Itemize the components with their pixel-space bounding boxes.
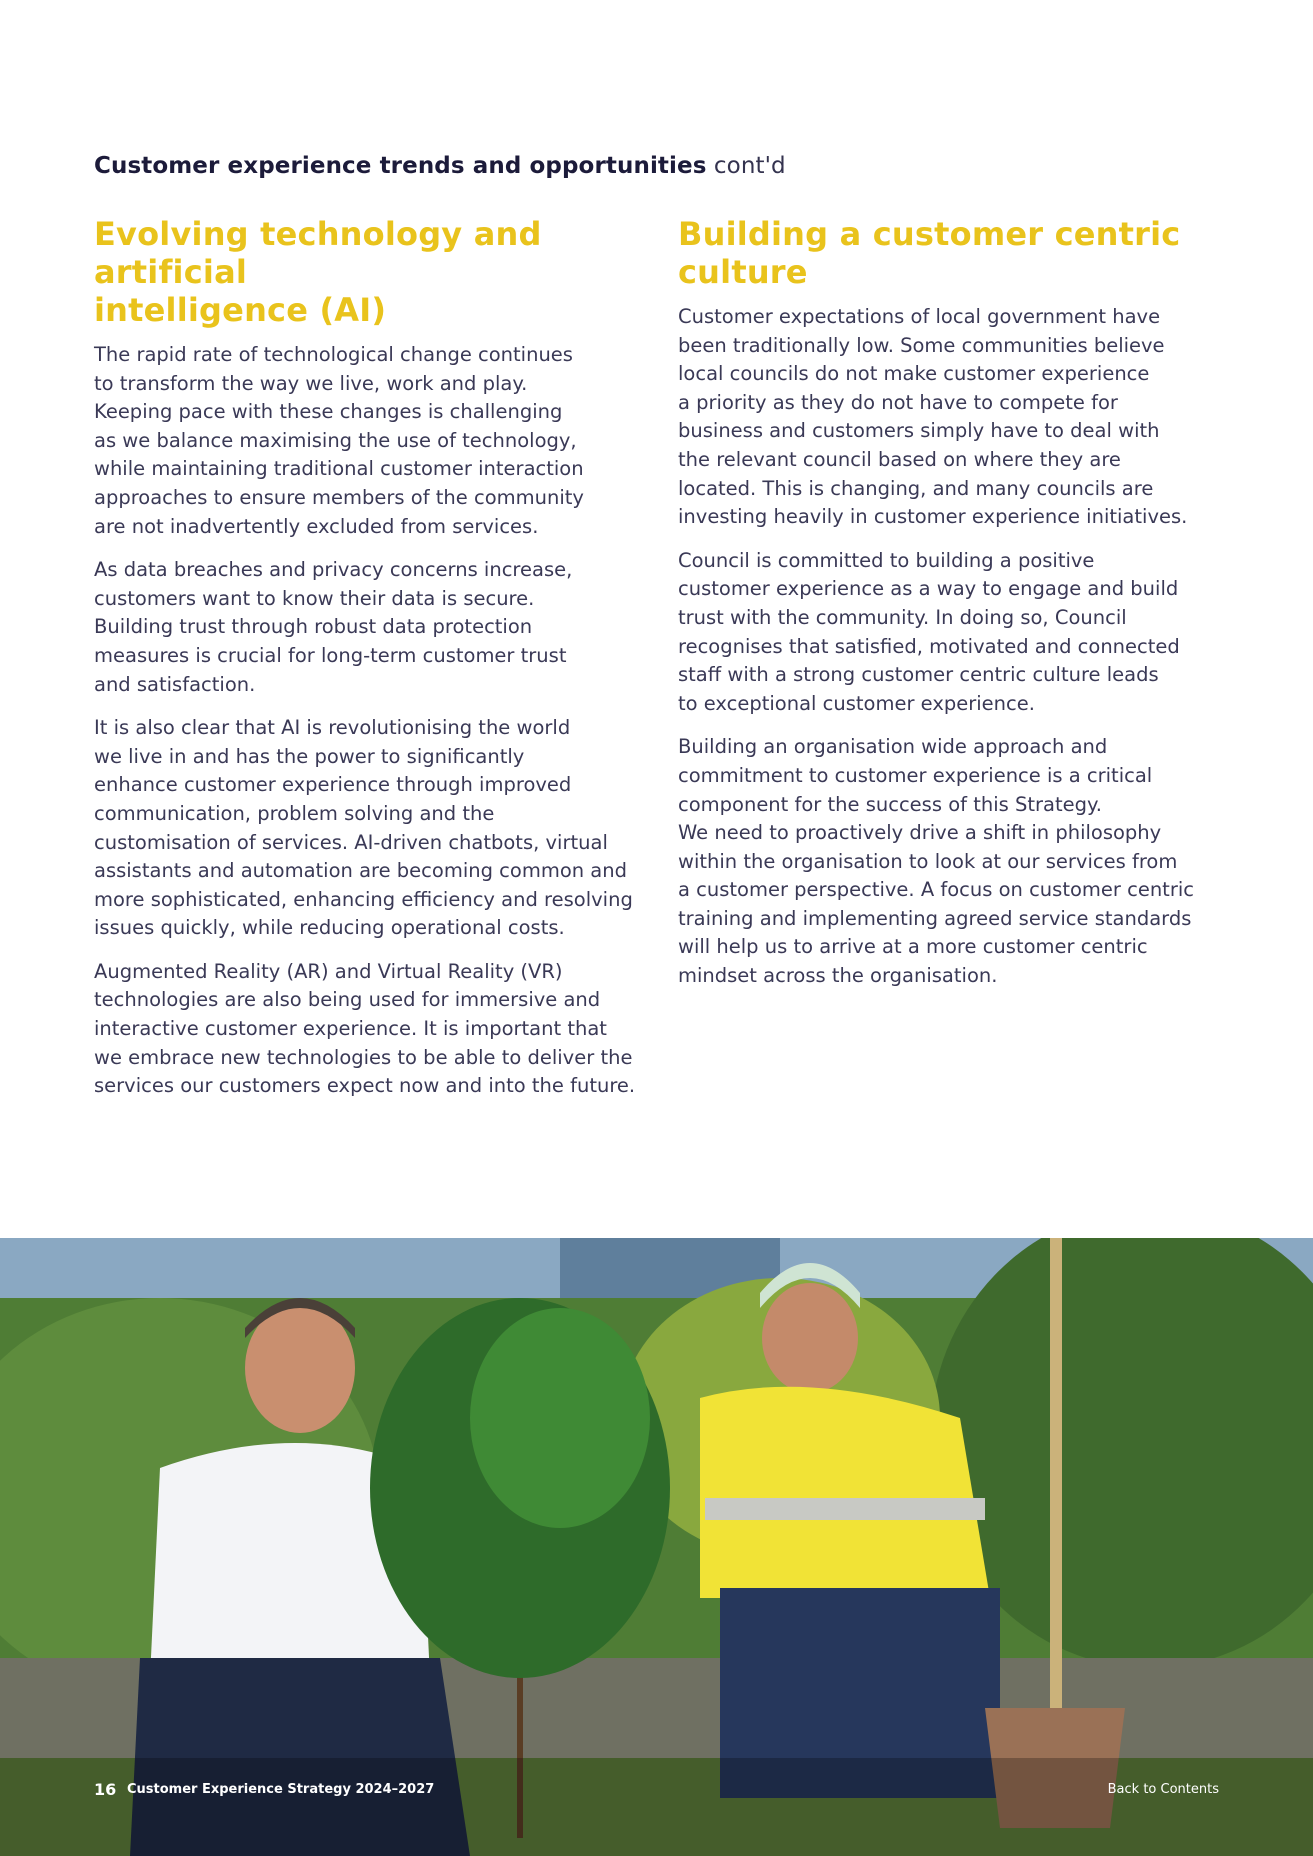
- right-heading: Building a customer centric culture: [678, 215, 1181, 291]
- right-column: [678, 215, 1238, 1006]
- section-title-suffix: cont'd: [706, 153, 786, 179]
- back-to-contents-link[interactable]: Back to Contents: [1107, 1782, 1219, 1797]
- page-number: 16: [94, 1780, 117, 1799]
- page-footer: [0, 1772, 1313, 1812]
- right-paragraph-3: Building an organisation wide approach and commitment to customer experience is a critical component for the success of this Strategy. We need to proactively drive a shift in philosophy within the organisation to look at our services from a customer perspective. A focus on customer centric training and implementing agreed service standards will help us to arrive at a more customer centric mindset across the organisation.: [678, 735, 1194, 988]
- left-column: [94, 215, 644, 1116]
- left-paragraph-2: As data breaches and privacy concerns increase, customers want to know their data is secure. Building trust through robust data protection measures is crucial for long-term customer trust and satisfaction.: [94, 558, 573, 696]
- right-paragraph-2: Council is committed to building a positive customer experience as a way to engage and build trust with the community. In doing so, Council recognises that satisfied, motivated and connected staff with a strong customer centric culture leads to exceptional customer experience.: [678, 548, 1180, 715]
- left-heading: Evolving technology and artificial intelligence (AI): [94, 215, 542, 329]
- left-paragraph-4: Augmented Reality (AR) and Virtual Reality (VR) technologies are also being used for immersive and interactive customer experience. It is important that we embrace new technologies to be able to deliver the services our customers expect now and into the future.: [94, 959, 636, 1098]
- section-title-bold: Customer experience trends and opportunities: [94, 153, 707, 179]
- document-title: Customer Experience Strategy 2024–2027: [127, 1782, 435, 1797]
- right-paragraph-1: Customer expectations of local government have been traditionally low. Some communities believe local councils do not make customer experience a priority as they do not have to compete for business and customers simply have to deal with the relevant council based on where they are located. This is changing, and many councils are investing heavily in customer experience initiatives.: [678, 305, 1188, 529]
- left-paragraph-3: It is also clear that AI is revolutionising the world we live in and has the power to significantly enhance customer experience through improved communication, problem solving and the customisation of services. AI-driven chatbots, virtual assistants and automation are becoming common and more sophisticated, enhancing efficiency and resolving issues quickly, while reducing operational costs.: [94, 716, 633, 940]
- section-title: [94, 153, 786, 179]
- left-paragraph-1: The rapid rate of technological change continues to transform the way we live, work and play. Keeping pace with these changes is challenging as we balance maximising the use of technology, while maintaining traditional customer interaction approaches to ensure members of the community are not inadvertently excluded from services.: [94, 343, 584, 538]
- photo-illustration: [0, 1238, 1313, 1856]
- staff-tree-planting-photo: [0, 1238, 1313, 1856]
